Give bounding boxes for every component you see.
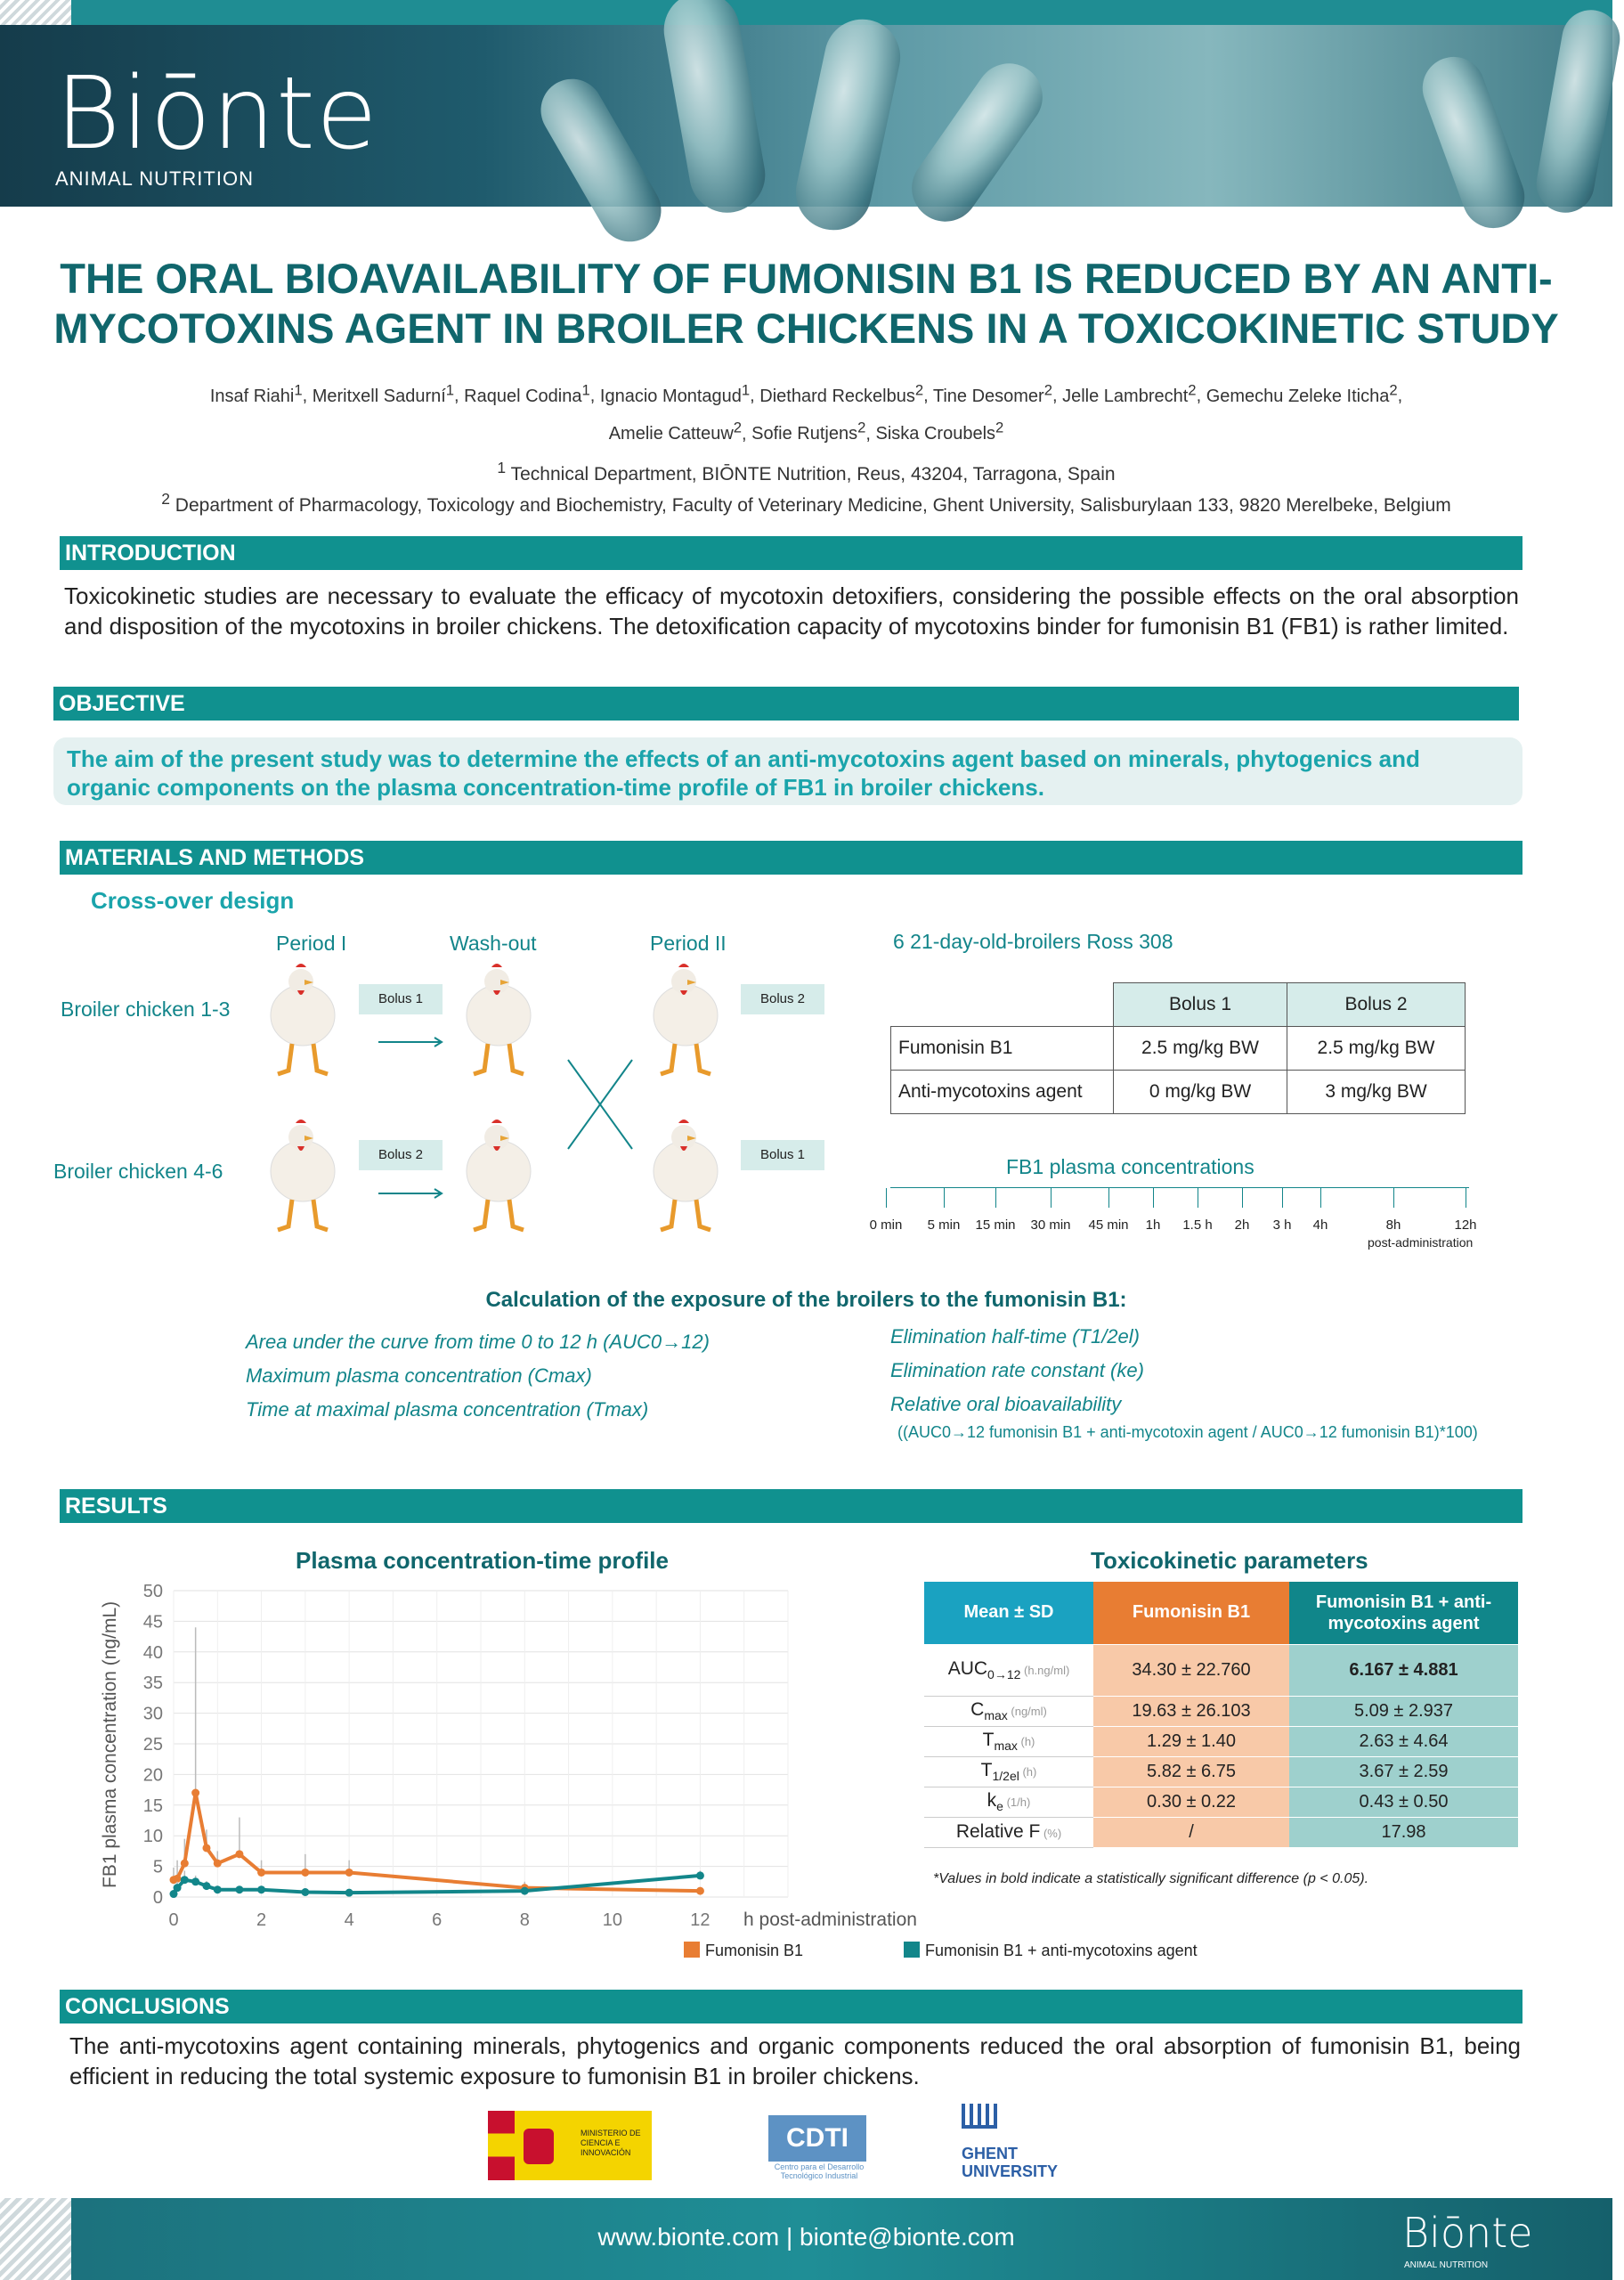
ghent-text: GHENT	[962, 2145, 1018, 2162]
timeline-label: 12h	[1454, 1217, 1477, 1233]
crossover-diagram	[258, 962, 864, 1265]
affiliation-2	[0, 490, 1612, 517]
broilers-label: 6 21-day-old-broilers Ross 308	[893, 930, 1173, 953]
data-point	[257, 1885, 265, 1893]
params-table	[924, 1582, 1518, 1848]
author-sup: 2	[733, 419, 743, 436]
legend-label: Fumonisin B1	[705, 1942, 804, 1959]
timeline-label: 15 min	[975, 1217, 1016, 1233]
calc-title: Calculation of the exposure of the broilers to the fumonisin B1:	[485, 1288, 1127, 1312]
bacteria-image	[789, 12, 907, 237]
author: Siska Croubels$^2$	[875, 419, 1004, 444]
params-row	[924, 1726, 1518, 1756]
calc-item: Maximum plasma concentration (Cmax)	[246, 1364, 592, 1387]
author-sup: 1	[294, 381, 303, 398]
table-header: Bolus 1	[1114, 983, 1287, 1027]
timeline-tick	[1051, 1188, 1052, 1208]
affiliation-sup: 1	[497, 459, 507, 476]
data-point	[191, 1877, 199, 1885]
params-row	[924, 1696, 1518, 1726]
data-point	[345, 1869, 353, 1877]
params-cell: 3.67 ± 2.59	[1289, 1756, 1518, 1787]
data-point	[235, 1885, 243, 1893]
timeline-label: 45 min	[1088, 1217, 1129, 1233]
x-tick-label: 0	[168, 1910, 179, 1930]
y-axis-label: FB1 plasma concentration (ng/mL)	[100, 1600, 120, 1888]
timeline-label: 3 h	[1272, 1217, 1292, 1233]
data-point	[235, 1850, 243, 1858]
bacteria-image	[1532, 5, 1624, 217]
author: Meritxell Sadurní$^1$	[312, 381, 455, 406]
ministry-logo	[488, 2111, 652, 2180]
legend-swatch	[904, 1942, 920, 1958]
y-tick-label: 40	[142, 1642, 163, 1663]
params-cell: $C_{max}$ (ng/ml)	[924, 1696, 1093, 1726]
y-tick-label: 5	[152, 1857, 163, 1877]
chicken-image	[271, 1120, 335, 1230]
author: Insaf Riahi$^1$	[209, 381, 303, 406]
x-tick-label: 12	[690, 1910, 710, 1930]
calc-item: Area under the curve from time 0 to 12 h (AUC0→12)	[246, 1331, 710, 1353]
timeline-label: 8h	[1385, 1217, 1401, 1233]
group-2-label: Broiler chicken 4-6	[53, 1160, 223, 1183]
table-header: Bolus 2	[1287, 983, 1466, 1027]
objective-heading: OBJECTIVE	[53, 687, 1519, 721]
timeline-tick	[1242, 1188, 1243, 1208]
params-cell: $T_{1/2el}$ (h)	[924, 1756, 1093, 1787]
data-point	[696, 1887, 704, 1895]
objective-box: The aim of the present study was to determine the effects of an anti-mycotoxins agent based on minerals, phytogenics and organic components on the plasma concentration-time profile of FB1 in broiler chickens.	[53, 737, 1522, 805]
params-cell: 17.98	[1289, 1817, 1518, 1847]
affiliation-1	[0, 459, 1612, 485]
legend-label: Fumonisin B1 + anti-mycotoxins agent	[925, 1942, 1198, 1959]
timeline-title: FB1 plasma concentrations	[1006, 1155, 1255, 1178]
header-banner	[0, 0, 1612, 207]
y-tick-label: 20	[142, 1765, 163, 1786]
bacteria-image	[530, 68, 673, 253]
period-2-label: Period II	[650, 932, 727, 955]
table-cell: 2.5 mg/kg BW	[1287, 1027, 1466, 1071]
params-row	[924, 1644, 1518, 1696]
affiliation-text: Department of Pharmacology, Toxicology and Biochemistry, Faculty of Veterinary Medicine, Ghent University, Salisburylaan 133, 9820 Merelbeke, Belgium	[175, 495, 1451, 516]
x-tick-label: 4	[344, 1910, 354, 1930]
x-tick-label: 2	[256, 1910, 267, 1930]
author: Ignacio Montagud$^1$	[599, 381, 751, 406]
timeline-tick	[1108, 1188, 1109, 1208]
author-sup: 2	[1188, 381, 1197, 398]
y-tick-label: 50	[142, 1582, 163, 1601]
y-tick-label: 30	[142, 1704, 163, 1724]
params-cell: 0.43 ± 0.50	[1289, 1787, 1518, 1817]
bolus-2-tag: Bolus 2	[359, 1140, 443, 1170]
author-sup: 2	[914, 381, 924, 398]
timeline-axis	[890, 1187, 1469, 1188]
params-cell: $k_e$ (1/h)	[924, 1787, 1093, 1817]
author-sup: 1	[741, 381, 751, 398]
logo-name: Biōnte	[55, 56, 378, 172]
bolus-table	[890, 982, 1466, 1114]
table-cell: 3 mg/kg BW	[1287, 1071, 1466, 1114]
author: Jelle Lambrecht$^2$	[1062, 381, 1197, 406]
params-cell: $AUC_{0\to 12}$ (h.ng/ml)	[924, 1644, 1093, 1696]
x-tick-label: 6	[432, 1910, 443, 1930]
results-heading: RESULTS	[60, 1489, 1522, 1523]
timeline-tick	[995, 1188, 996, 1208]
y-tick-label: 10	[142, 1827, 163, 1847]
calc-item: Elimination half-time (T1/2el)	[890, 1325, 1140, 1348]
timeline-tick	[1153, 1188, 1154, 1208]
top-stripe	[71, 0, 1612, 25]
data-point	[301, 1888, 309, 1896]
params-header: Mean ± SD	[924, 1582, 1093, 1644]
author: Raquel Codina$^1$	[464, 381, 590, 406]
conclusions-heading: CONCLUSIONS	[60, 1990, 1522, 2024]
design-title: Cross-over design	[91, 887, 295, 914]
bacteria-image	[1414, 48, 1533, 237]
bionte-logo	[55, 56, 378, 191]
introduction-text: Toxicokinetic studies are necessary to evaluate the efficacy of mycotoxin detoxifiers, considering the possible effects on the oral absorption and disposition of the mycotoxins in broiler chickens. The detoxification capacity of mycotoxins binder for fumonisin B1 (FB1) is rather limited.	[64, 582, 1519, 639]
author-list: Insaf Riahi$^1$, Meritxell Sadurní$^1$, Raquel Codina$^1$, Ignacio Montagud$^1$, Diethard Reckelbus$^2$, Tine Desomer$^2$, Jelle Lambrecht$^2$, Gemechu Zeleke Iticha$^2$, Amelie Catteuw$^2$, Sofie Rutjens$^2$, Siska Croubels$^2$	[209, 381, 1403, 444]
bolus-1-tag: Bolus 1	[359, 984, 443, 1014]
data-point	[181, 1876, 189, 1884]
ghent-text: UNIVERSITY	[962, 2162, 1059, 2180]
params-cell: 5.82 ± 6.75	[1093, 1756, 1289, 1787]
data-point	[345, 1889, 353, 1897]
author-sup: 2	[857, 419, 866, 436]
ghent-icon	[962, 2104, 997, 2129]
table-cell	[891, 983, 1114, 1027]
params-cell: 0.30 ± 0.22	[1093, 1787, 1289, 1817]
params-cell: Relative F (%)	[924, 1817, 1093, 1847]
hatch-decoration	[0, 0, 71, 25]
timeline-label: 1.5 h	[1182, 1217, 1213, 1233]
table-cell: Fumonisin B1	[891, 1027, 1114, 1071]
washout-label: Wash-out	[450, 932, 537, 955]
timeline-label: 1h	[1145, 1217, 1161, 1233]
data-point	[521, 1887, 529, 1895]
logo-subtitle: ANIMAL NUTRITION	[55, 167, 254, 190]
calc-item: Relative oral bioavailability	[890, 1393, 1122, 1415]
legend-swatch	[684, 1942, 700, 1958]
data-point	[696, 1871, 704, 1879]
x-tick-label: 10	[602, 1910, 622, 1930]
chicken-image	[654, 1120, 718, 1230]
cdti-subtitle: Centro para el Desarrollo Tecnológico Industrial	[774, 2162, 865, 2180]
ghent-logo	[962, 2145, 1058, 2180]
author-sup: 2	[1043, 381, 1052, 398]
chicken-image	[467, 964, 531, 1074]
params-header: Fumonisin B1 + anti-mycotoxins agent	[1289, 1582, 1518, 1644]
author: Diethard Reckelbus$^2$	[759, 381, 924, 406]
poster-title: THE ORAL BIOAVAILABILITY OF FUMONISIN B1 IS REDUCED BY AN ANTI-MYCOTOXINS AGENT IN BROILER CHICKENS IN A TOXICOKINETIC STUDY	[53, 255, 1559, 352]
affiliation-sup: 2	[161, 490, 170, 508]
data-point	[181, 1860, 189, 1868]
timeline-label: 2h	[1234, 1217, 1250, 1233]
timeline-tick	[1320, 1188, 1321, 1208]
params-cell: 34.30 ± 22.760	[1093, 1644, 1289, 1696]
params-cell: 2.63 ± 4.64	[1289, 1726, 1518, 1756]
calc-item: Time at maximal plasma concentration (Tmax)	[246, 1398, 649, 1421]
params-cell: 19.63 ± 26.103	[1093, 1696, 1289, 1726]
footer-logo-sub: ANIMAL NUTRITION	[1404, 2260, 1489, 2270]
calc-item: Elimination rate constant (ke)	[890, 1359, 1144, 1381]
data-point	[301, 1869, 309, 1877]
params-title: Toxicokinetic parameters	[1091, 1547, 1368, 1574]
author: Sofie Rutjens$^2$	[751, 419, 866, 444]
author-sup: 1	[445, 381, 455, 398]
timeline-tick	[1282, 1188, 1283, 1208]
y-tick-label: 35	[142, 1673, 163, 1694]
params-cell: $T_{max}$ (h)	[924, 1726, 1093, 1756]
conclusions-text: The anti-mycotoxins agent containing minerals, phytogenics and organic components reduced the oral absorption of fumonisin B1, being efficient in reducing the total systemic exposure to fumonisin B1 in broiler chickens.	[69, 2032, 1521, 2089]
bolus-1-tag: Bolus 1	[741, 1140, 824, 1170]
timeline-note: post-administration	[1368, 1235, 1474, 1250]
author-sup: 2	[1389, 381, 1398, 398]
chicken-image	[467, 1120, 531, 1230]
timeline-label: 0 min	[869, 1217, 903, 1233]
methods-heading: MATERIALS AND METHODS	[60, 841, 1522, 875]
y-tick-label: 15	[142, 1796, 163, 1816]
data-point	[174, 1884, 182, 1892]
params-row	[924, 1817, 1518, 1847]
params-note: *Values in bold indicate a statistically significant difference (p < 0.05).	[933, 1871, 1369, 1886]
y-tick-label: 25	[142, 1735, 163, 1755]
affiliation-text: Technical Department, BIŌNTE Nutrition, Reus, 43204, Tarragona, Spain	[510, 464, 1116, 484]
author-sup: 2	[995, 419, 1004, 436]
x-axis-label: h post-administration	[743, 1910, 917, 1930]
author: Gemechu Zeleke Iticha$^2$	[1206, 381, 1398, 406]
author: Tine Desomer$^2$	[932, 381, 1052, 406]
chicken-image	[271, 964, 335, 1074]
calc-formula: ((AUC0→12 fumonisin B1 + anti-mycotoxin agent / AUC0→12 fumonisin B1)*100)	[897, 1423, 1478, 1441]
table-cell: Anti-mycotoxins agent	[891, 1071, 1114, 1114]
period-1-label: Period I	[276, 932, 347, 955]
data-point	[191, 1789, 199, 1797]
timeline-label: 4h	[1312, 1217, 1328, 1233]
params-cell: /	[1093, 1817, 1289, 1847]
timeline-tick	[944, 1188, 945, 1208]
timeline-label: 30 min	[1030, 1217, 1071, 1233]
y-tick-label: 45	[142, 1612, 163, 1633]
data-point	[214, 1885, 222, 1893]
footer	[0, 2198, 1612, 2280]
author: Amelie Catteuw$^2$	[608, 419, 743, 444]
chicken-image	[654, 964, 718, 1074]
params-cell: 1.29 ± 1.40	[1093, 1726, 1289, 1756]
y-tick-label: 0	[152, 1888, 163, 1908]
bolus-2-tag: Bolus 2	[741, 984, 824, 1014]
author-sup: 1	[581, 381, 590, 398]
x-tick-label: 8	[519, 1910, 530, 1930]
ministry-text: MINISTERIO DE CIENCIA E INNOVACIÓN	[581, 2129, 641, 2157]
params-header: Fumonisin B1	[1093, 1582, 1289, 1644]
footer-contact[interactable]: www.bionte.com | bionte@bionte.com	[597, 2223, 1015, 2251]
params-row	[924, 1787, 1518, 1817]
table-cell: 0 mg/kg BW	[1114, 1071, 1287, 1114]
timeline-label: 5 min	[927, 1217, 961, 1233]
table-cell: 2.5 mg/kg BW	[1114, 1027, 1287, 1071]
bacteria-image	[898, 51, 1055, 235]
footer-logo: Biōnte	[1402, 2209, 1533, 2257]
chart-title: Plasma concentration-time profile	[296, 1547, 669, 1574]
params-cell: 6.167 ± 4.881	[1289, 1644, 1518, 1696]
bacteria-image	[658, 0, 771, 218]
timeline-tick	[886, 1188, 887, 1208]
introduction-heading: INTRODUCTION	[60, 536, 1522, 570]
group-1-label: Broiler chicken 1-3	[61, 998, 231, 1021]
params-cell: 5.09 ± 2.937	[1289, 1696, 1518, 1726]
timeline-tick	[1393, 1188, 1394, 1208]
data-point	[214, 1860, 222, 1868]
data-point	[202, 1882, 210, 1890]
data-point	[202, 1844, 210, 1852]
cdti-logo: CDTI	[768, 2115, 866, 2162]
data-point	[174, 1875, 182, 1883]
data-point	[257, 1869, 265, 1877]
params-row	[924, 1756, 1518, 1787]
